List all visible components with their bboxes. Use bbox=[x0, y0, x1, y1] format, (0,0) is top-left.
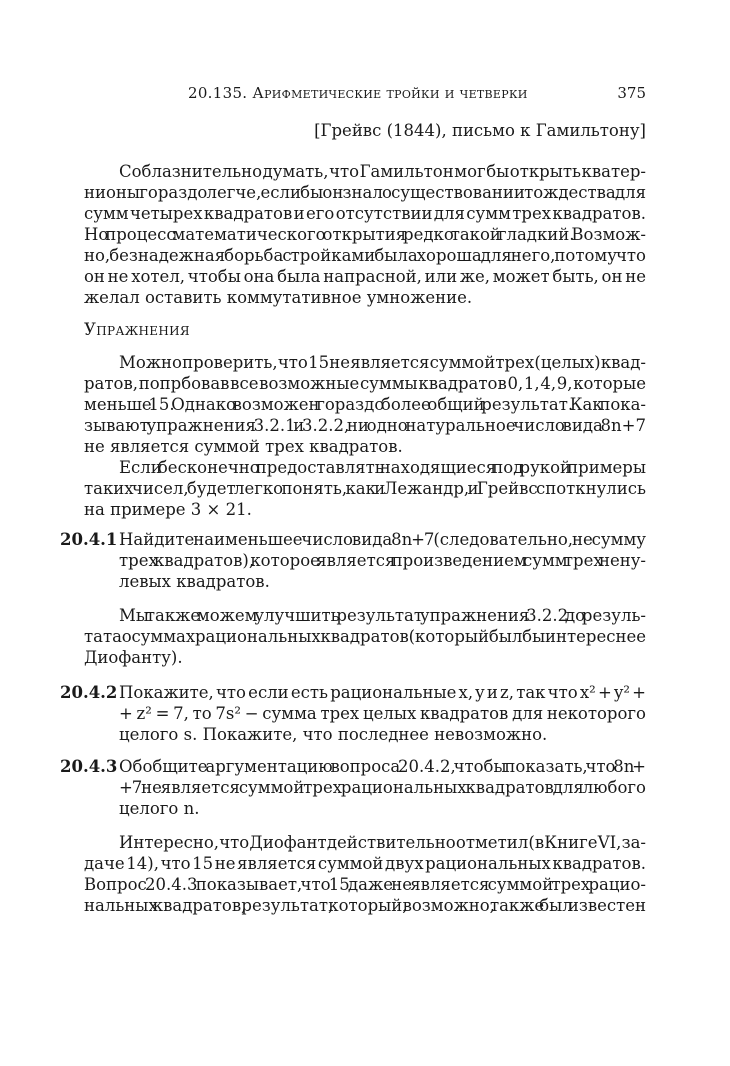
paragraph-line: Если бесконечно предоставлять находящиеся под рукой примеры bbox=[119, 458, 646, 477]
paragraph-line: Вопрос 20.4.3 показывает, что 15 даже не является суммой трех рацио- bbox=[84, 875, 646, 894]
paragraph-line: Соблазнительно думать, что Гамильтон мог бы открыть кватер- bbox=[119, 162, 646, 181]
paragraph-line: Можно проверить, что 15 не является суммой трех (целых) квад- bbox=[119, 353, 646, 372]
exercise-line: + z² = 7, то 7s² − сумма трех целых квадратов для некоторого bbox=[119, 704, 646, 723]
paragraph-line: зывают упражнения 3.2.1 и 3.2.2, ни одно натуральное число вида 8n+7 bbox=[84, 416, 646, 435]
paragraph-line: даче 14), что 15 не является суммой двух рациональных квадратов. bbox=[84, 854, 646, 873]
paragraph-line: Но процесс математического открытия редко такой гладкий. Возмож- bbox=[84, 225, 646, 244]
exercise-line: Покажите, что если есть рациональные x, y и z, так что x² + y² + bbox=[119, 683, 646, 702]
section-heading: Упражнения bbox=[84, 320, 190, 339]
paragraph-line: нионы гораздо легче, если бы он знал о существовании тождества для bbox=[84, 183, 646, 202]
paragraph-line: таких чисел, будет легко понять, как и Лежандр, и Грейвс споткнулись bbox=[84, 479, 646, 498]
exercise-number: 20.4.2 bbox=[60, 683, 118, 702]
exercise-line: + 7 не является суммой трех рациональных квадратов для любого bbox=[119, 778, 646, 797]
exercise-line: левых квадратов. bbox=[119, 572, 270, 591]
exercise-line: Найдите наименьшее число вида 8n + 7 (следовательно, не сумму bbox=[119, 530, 646, 549]
paragraph-line: на примере 3 × 21. bbox=[84, 500, 252, 519]
paragraph-line: но, безнадежная борьба с тройками была хороша для него, потому что bbox=[84, 246, 646, 265]
paragraph-line: нальных квадратов, результат, который, возможно, также был известен bbox=[84, 896, 646, 915]
paragraph-line: ратов, попрбовав все возможные суммы квадратов 0, 1, 4, 9, которые bbox=[84, 374, 646, 393]
paragraph-line: тата о суммах рациональных квадратов (который был бы интереснее bbox=[84, 627, 646, 646]
paragraph-line: желал оставить коммутативное умножение. bbox=[84, 288, 473, 307]
exercise-line: целого n. bbox=[119, 799, 200, 818]
paragraph-line: Диофанту). bbox=[84, 648, 183, 667]
paragraph-line: Интересно, что Диофант действительно отметил (в Книге VI, за- bbox=[119, 833, 646, 852]
running-title: 20.135. Арифметические тройки и четверки bbox=[188, 84, 528, 102]
paragraph-line: Мы также можем улучшить результат упражнения 3.2.2 до резуль- bbox=[119, 606, 646, 625]
paragraph-line: не является суммой трех квадратов. bbox=[84, 437, 403, 456]
exercise-number: 20.4.1 bbox=[60, 530, 118, 549]
exercise-line: трех квадратов), которое является произведением сумм трех нену- bbox=[119, 551, 646, 570]
page-number: 375 bbox=[617, 84, 646, 102]
exercise-number: 20.4.3 bbox=[60, 757, 118, 776]
exercise-line: целого s. Покажите, что последнее невозможно. bbox=[119, 725, 548, 744]
paragraph-line: сумм четырех квадратов и его отсутствии для сумм трех квадратов. bbox=[84, 204, 646, 223]
quote-attribution: [Грейвс (1844), письмо к Гамильтону] bbox=[314, 121, 646, 140]
exercise-line: Обобщите аргументацию вопроса 20.4.2, чтобы показать, что 8n + bbox=[119, 757, 646, 776]
running-header bbox=[84, 84, 646, 104]
paragraph-line: он не хотел, чтобы она была напрасной, или же, может быть, он не bbox=[84, 267, 646, 286]
paragraph-line: меньше 15. Однако возможен гораздо более общий результат. Как пока- bbox=[84, 395, 646, 414]
